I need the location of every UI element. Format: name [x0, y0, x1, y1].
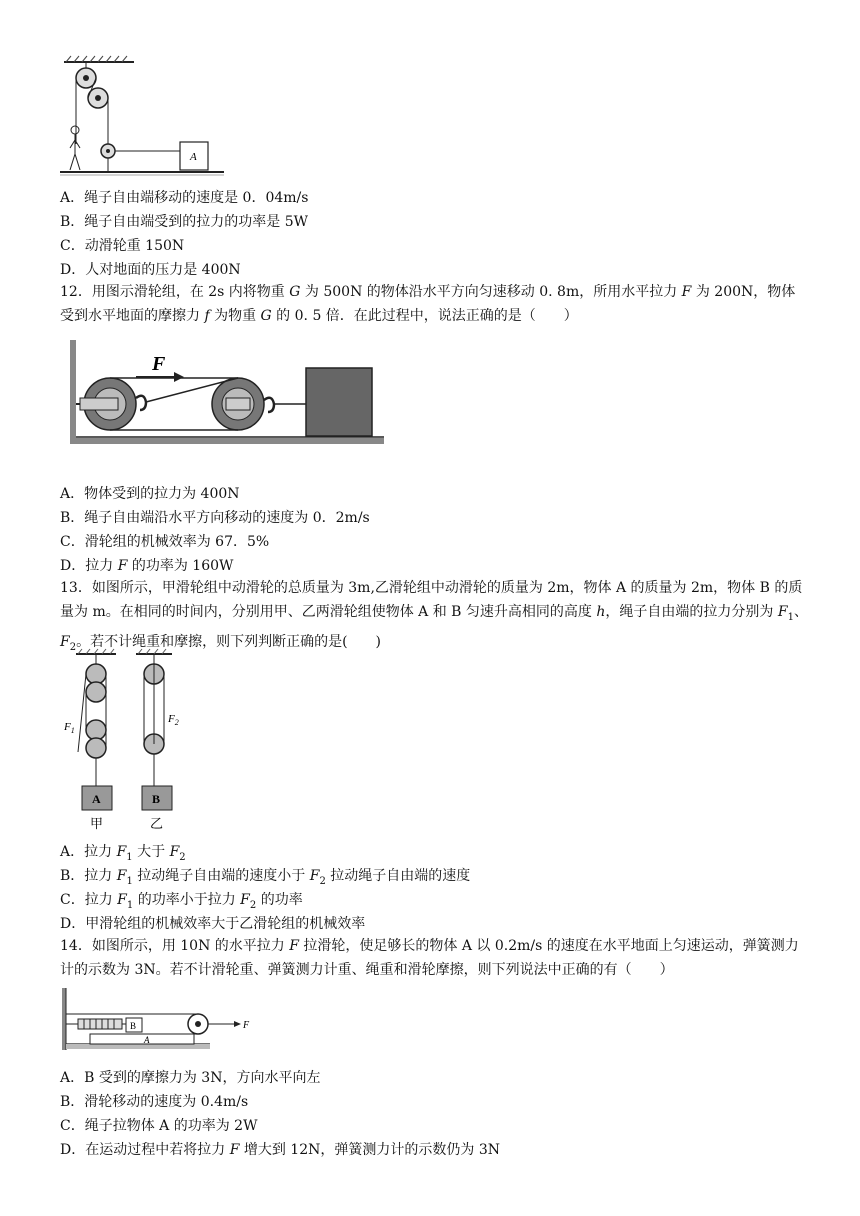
q11-option-a: A．绳子自由端移动的速度是 0．04m/s: [60, 190, 309, 206]
q12-option-b: B．绳子自由端沿水平方向移动的速度为 0．2m/s: [60, 510, 370, 526]
q13-stem: 13．如图所示，甲滑轮组中动滑轮的总质量为 3m,乙滑轮组中动滑轮的质量为 2m，物体 A 的质量为 2m，物体 B 的质量为 m。在相同的时间内，分别用甲、乙两滑轮组使物体 A 和 B 匀速升高相同的高度 h，绳子自由端的拉力分别为 $F_1$、$F_2$。若不计绳重和摩擦，则下列判断正确的是( ): [60, 580, 808, 653]
q13-option-b: B．拉力 $F_1$ 拉动绳子自由端的速度小于 $F_2$ 拉动绳子自由端的速度: [60, 868, 471, 887]
q14-force-label: F: [243, 1020, 250, 1031]
q14-option-c: C．绳子拉物体 A 的功率为 2W: [60, 1118, 258, 1134]
q13-figure: [60, 648, 190, 834]
q11-option-b: B．绳子自由端受到的拉力的功率是 5W: [60, 214, 309, 230]
q13-f2-label: $F_2$: [168, 713, 179, 727]
q13-label-left: 甲: [90, 816, 104, 831]
q13-block-b: B: [152, 792, 161, 806]
q11-option-d: D．人对地面的压力是 400N: [60, 262, 241, 278]
q12-option-d: D．拉力 F 的功率为 160W: [60, 558, 234, 574]
q12-option-c: C．滑轮组的机械效率为 67．5%: [60, 534, 270, 550]
q12-figure: [66, 336, 396, 452]
q11-option-c: C．动滑轮重 150N: [60, 238, 185, 254]
q12-force-label: F: [152, 353, 166, 375]
q13-option-c: C．拉力 $F_1$ 的功率小于拉力 $F_2$ 的功率: [60, 892, 303, 911]
q12-stem: 12．用图示滑轮组，在 2s 内将物重 G 为 500N 的物体沿水平方向匀速移动 0. 8m，所用水平拉力 F 为 200N，物体受到水平地面的摩擦力 f 为物重 G 的 0. 5 倍．在此过程中，说法正确的是（ ）: [60, 284, 796, 324]
q14-figure: [60, 984, 260, 1054]
q13-label-right: 乙: [150, 816, 164, 831]
q14-option-b: B．滑轮移动的速度为 0.4m/s: [60, 1094, 249, 1110]
q14-block-a: A: [144, 1035, 150, 1045]
q14-stem: 14．如图所示，用 10N 的水平拉力 F 拉滑轮，使足够长的物体 A 以 0.2m/s 的速度在水平地面上匀速运动，弹簧测力计的示数为 3N。若不计滑轮重、弹簧测力计重、绳重和滑轮摩擦，则下列说法中正确的有（ ）: [60, 938, 799, 978]
q11-figure: [58, 54, 228, 180]
q14-option-a: A．B 受到的摩擦力为 3N，方向水平向左: [60, 1070, 321, 1086]
q14-block-b: B: [130, 1021, 137, 1031]
q13-block-a: A: [92, 792, 101, 806]
q12-option-a: A．物体受到的拉力为 400N: [60, 486, 240, 502]
q13-f1-label: $F_1$: [64, 721, 75, 735]
q13-option-d: D．甲滑轮组的机械效率大于乙滑轮组的机械效率: [60, 916, 366, 932]
q11-block-label: A: [190, 151, 197, 163]
q14-option-d: D．在运动过程中若将拉力 F 增大到 12N，弹簧测力计的示数仍为 3N: [60, 1142, 500, 1158]
q13-option-a: A．拉力 $F_1$ 大于 $F_2$: [60, 844, 186, 863]
